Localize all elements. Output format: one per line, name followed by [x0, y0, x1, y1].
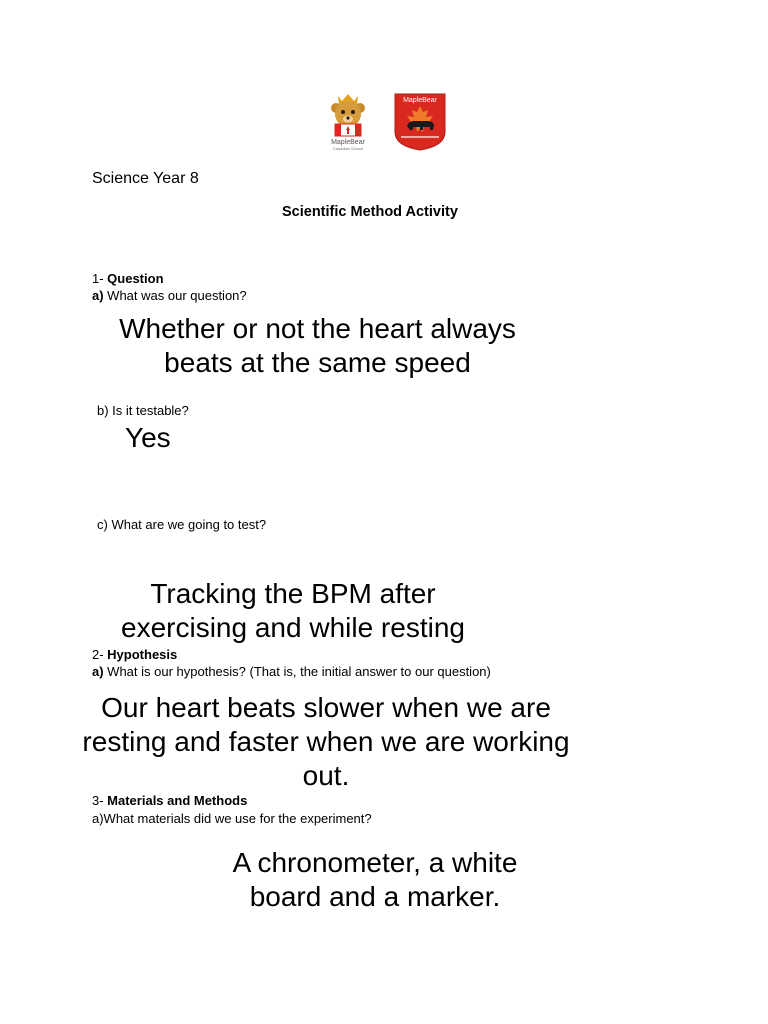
section-number: 3- — [92, 793, 108, 808]
question-a-prompt — [92, 288, 247, 303]
item-text: What is our hypothesis? (That is, the initial answer to our question) — [103, 664, 491, 679]
item-label: a) — [92, 288, 104, 303]
materials-a-prompt: a)What materials did we use for the experiment? — [92, 811, 372, 826]
section-title: Materials and Methods — [107, 793, 248, 808]
section1-heading — [92, 271, 164, 286]
section-number: 2- — [92, 647, 108, 662]
page-title: Scientific Method Activity — [282, 204, 458, 220]
answer-question: Whether or not the heart always beats at the same speed — [119, 313, 516, 378]
answer-hypothesis: Our heart beats slower when we are resting and faster when we are working out. — [82, 692, 570, 791]
maple-bear-canadian-logo — [393, 92, 447, 152]
logo-text: MapleBear — [403, 97, 437, 104]
section-number: 1- — [92, 271, 108, 286]
section-title: Hypothesis — [107, 647, 178, 662]
section2-heading — [92, 647, 177, 662]
item-label: a) — [92, 664, 104, 679]
course-label: Science Year 8 — [92, 170, 199, 187]
logo-text-line1: MapleBear — [331, 139, 365, 146]
hypothesis-a-prompt — [92, 664, 491, 679]
answer-testable: Yes — [125, 422, 171, 453]
section3-heading — [92, 793, 247, 808]
maple-bear-school-logo — [320, 92, 376, 152]
answer-test: Tracking the BPM after exercising and while resting — [121, 578, 465, 643]
question-b-prompt: b) Is it testable? — [97, 403, 189, 418]
question-c-prompt: c) What are we going to test? — [97, 517, 267, 532]
answer-materials: A chronometer, a white board and a marker. — [232, 847, 518, 912]
logo-text-line2: Canadian School — [332, 146, 364, 151]
item-text: What was our question? — [103, 288, 247, 303]
section-title: Question — [107, 271, 164, 286]
